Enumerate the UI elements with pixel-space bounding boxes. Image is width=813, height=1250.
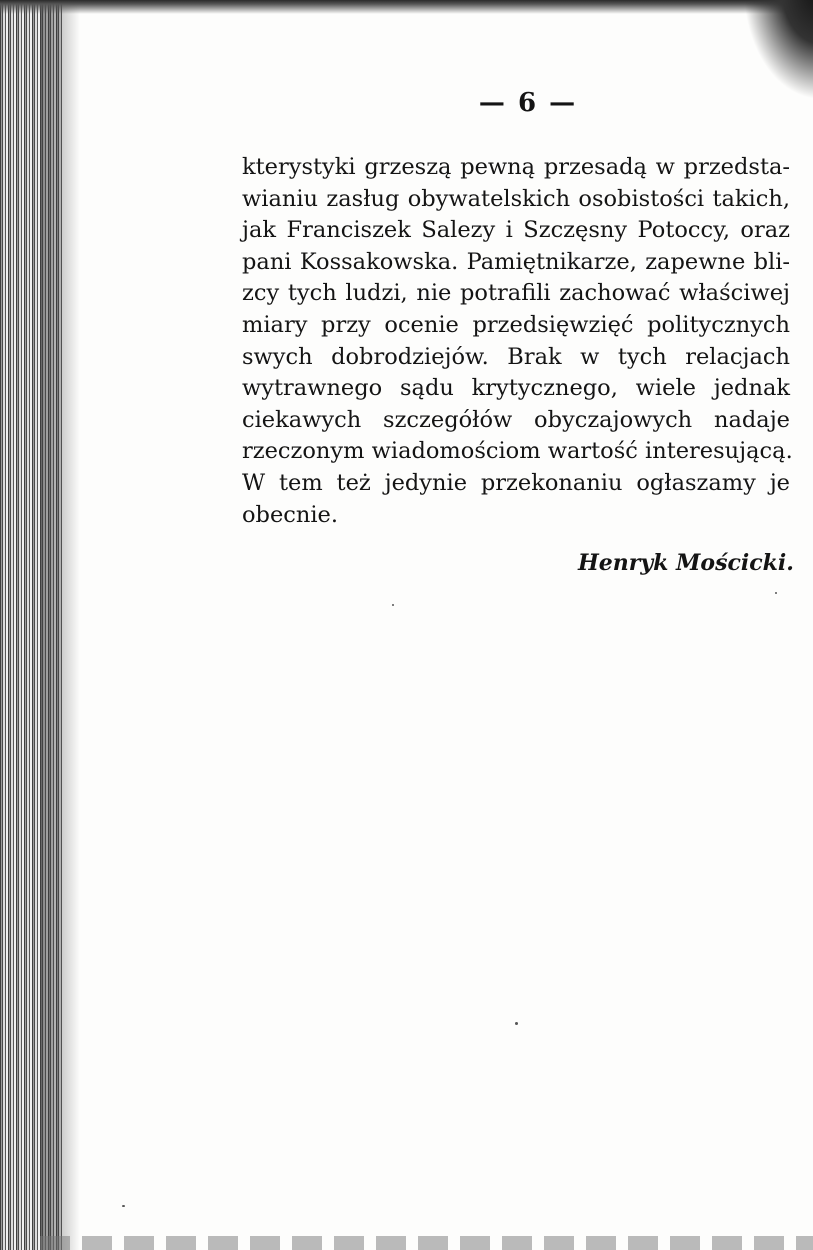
text-line: wianiu zasług obywatelskich osobistości takich, xyxy=(242,185,790,212)
text-line: ciekawych szczegółów obyczajowych nadaje xyxy=(242,406,790,433)
text-line: zcy tych ludzi, nie potrafili zachować właściwej xyxy=(242,280,790,307)
author-signature: Henryk Mościcki. xyxy=(578,550,794,576)
text-line: pani Kossakowska. Pamiętnikarze, zapewne bli- xyxy=(242,248,790,275)
text-line: kterystyki grzeszą pewną przesadą w przedsta- xyxy=(242,154,790,180)
text-line: obecnie. xyxy=(242,501,339,528)
text-line: wytrawnego sądu krytycznego, wiele jednak xyxy=(242,375,790,402)
page-number: — 6 — xyxy=(478,88,578,118)
text-line: rzeczonym wiadomościom wartość interesującą. xyxy=(242,438,793,465)
scan-speck xyxy=(515,1022,518,1025)
text-line: swych dobrodziejów. Brak w tych relacjach xyxy=(242,343,790,370)
binding-shadow xyxy=(40,0,80,1250)
scan-speck xyxy=(122,1205,125,1207)
scan-speck xyxy=(392,604,394,606)
body-paragraph xyxy=(242,152,793,531)
dark-corner-shadow xyxy=(743,0,813,100)
bottom-scan-edge xyxy=(40,1236,813,1250)
top-scan-edge xyxy=(0,0,813,14)
text-line: W tem też jedynie przekonaniu ogłaszamy je xyxy=(242,469,790,496)
text-line: miary przy ocenie przedsięwzięć politycznych xyxy=(242,311,790,338)
scan-speck xyxy=(775,592,777,594)
text-line: jak Franciszek Salezy i Szczęsny Potoccy, oraz xyxy=(242,217,790,244)
